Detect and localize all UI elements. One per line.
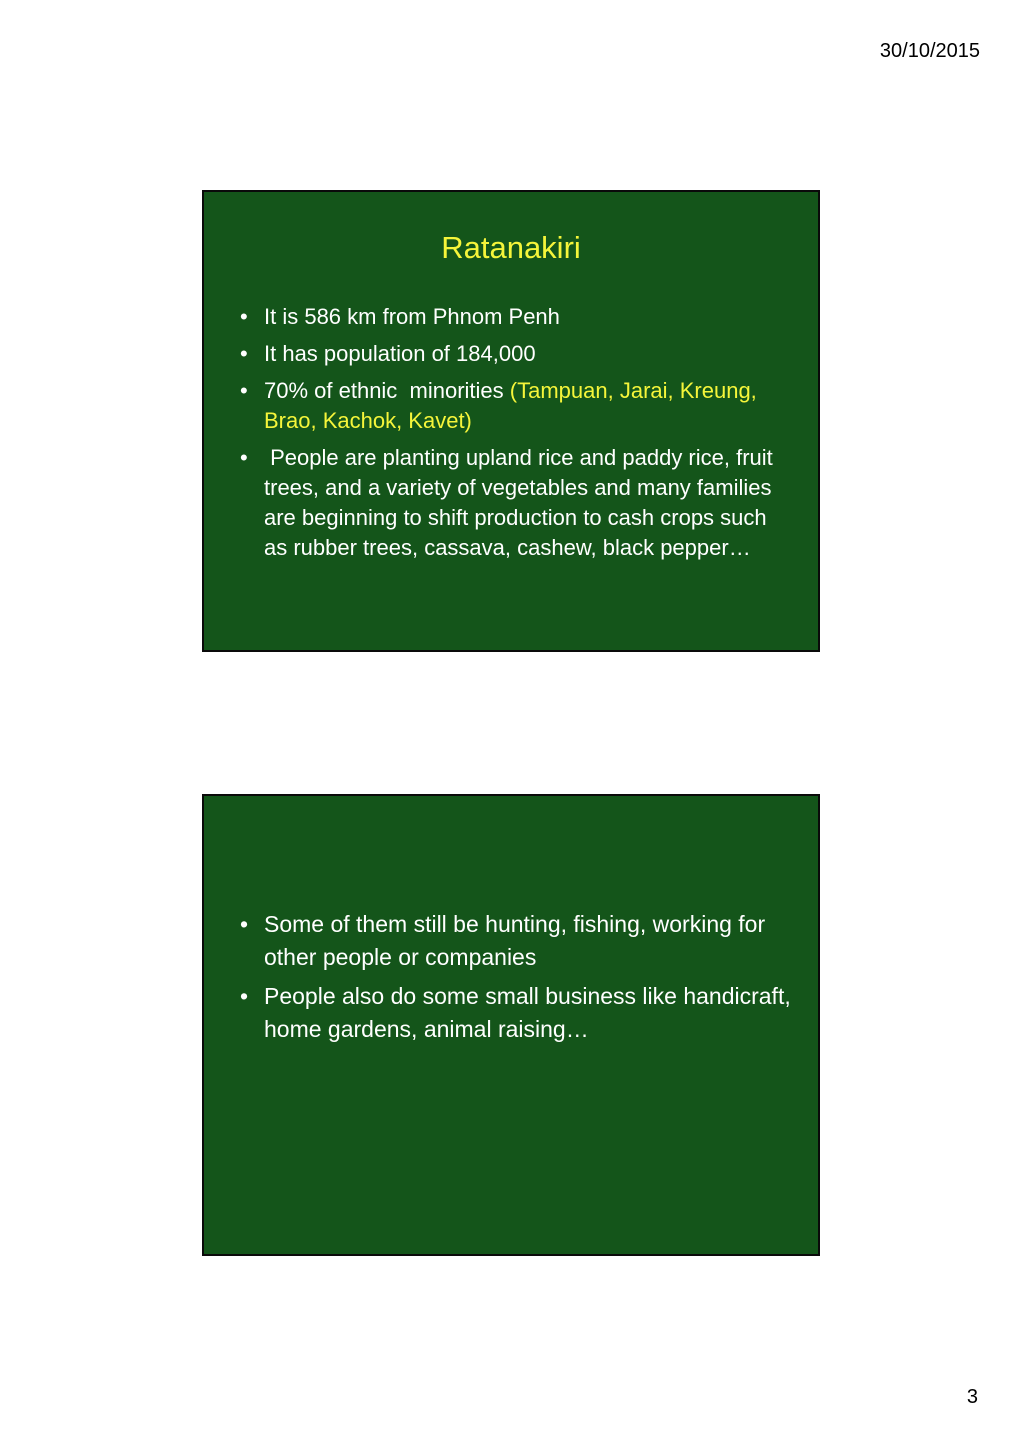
slide-title: Ratanakiri <box>441 230 581 265</box>
bullet-item <box>238 339 792 369</box>
bullet-item <box>238 302 792 332</box>
bullet-item <box>238 980 792 1046</box>
ethnic-groups-highlight: (Tampuan, Jarai, Kreung, Brao, Kachok, Kavet) <box>264 378 757 433</box>
bullet-item <box>238 908 792 974</box>
bullet-item <box>238 376 792 436</box>
bullet-item <box>238 443 792 563</box>
bullet-text: People also do some small business like handicraft, home gardens, animal raising… <box>264 983 791 1042</box>
page-number: 3 <box>966 1386 978 1408</box>
bullet-list <box>238 908 792 1052</box>
bullet-text: Some of them still be hunting, fishing, working for other people or companies <box>264 911 766 970</box>
bullet-list <box>238 302 792 570</box>
bullet-text: It is 586 km from Phnom Penh <box>264 304 560 329</box>
bullet-text: It has population of 184,000 <box>264 341 536 366</box>
slide-ratanakiri <box>202 190 820 652</box>
slide-livelihoods <box>202 794 820 1256</box>
page-date: 30/10/2015 <box>879 40 980 62</box>
bullet-text: People are planting upland rice and paddy rice, fruit trees, and a variety of vegetables and many families are beginning to shift production to cash crops such as rubber trees, cassava, cashew, black pepper… <box>264 445 779 560</box>
bullet-text: 70% of ethnic minorities <box>264 378 510 403</box>
